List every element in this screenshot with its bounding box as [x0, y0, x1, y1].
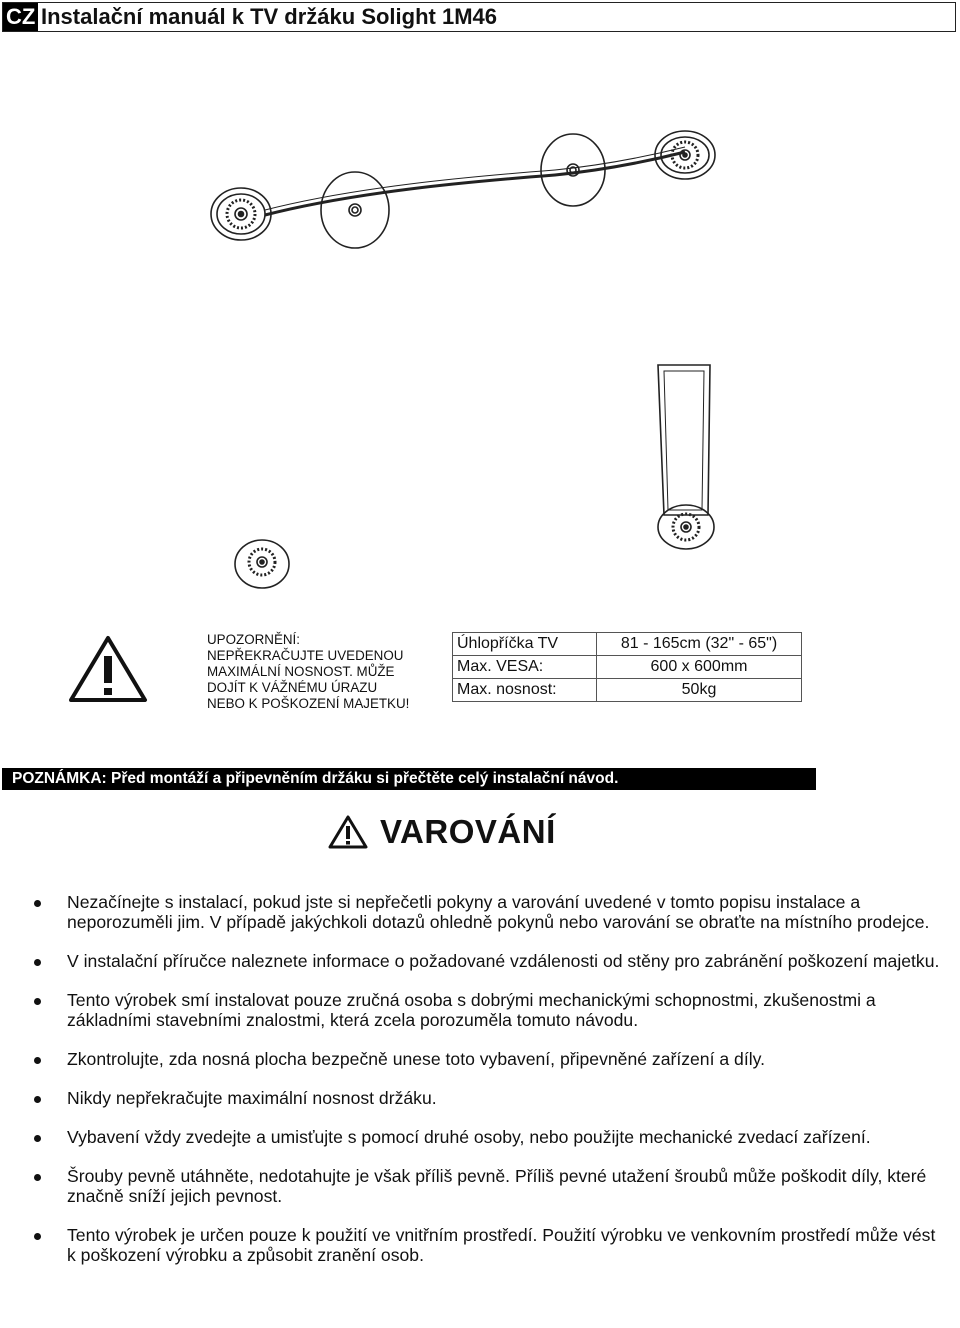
list-item-text: Tento výrobek je určen pouze k použití ve vnitřním prostředí. Použití výrobku ve venkovním prostředí může vést k poškození výrobku a způsobit zranění osob. [67, 1225, 936, 1265]
list-item [30, 1088, 945, 1108]
spec-label: Max. nosnost: [453, 679, 597, 702]
spec-row [453, 633, 802, 656]
bullet-icon [34, 1057, 41, 1064]
warning-list [30, 892, 945, 1265]
list-item [30, 1049, 945, 1069]
bullet-icon [34, 1233, 41, 1240]
warning-title: VAROVÁNÍ [380, 813, 556, 850]
list-item [30, 1127, 945, 1147]
list-item [30, 990, 945, 1030]
knob-illustration [232, 535, 294, 593]
wall-plate-illustration [205, 130, 725, 250]
warning-heading [328, 812, 556, 852]
spec-label: Úhlopříčka TV [453, 633, 597, 656]
list-item-text: Šrouby pevně utáhněte, nedotahujte je však příliš pevně. Příliš pevné utažení šroubů může poškodit díly, které značně sníží jejich pevnost. [67, 1166, 927, 1206]
spec-value: 50kg [597, 679, 802, 702]
warning-triangle-icon [68, 635, 148, 703]
list-item [30, 951, 945, 971]
tv-arm-illustration [650, 355, 730, 555]
spec-value: 81 - 165cm (32" - 65") [597, 633, 802, 656]
list-item [30, 1225, 945, 1265]
language-code: CZ [3, 3, 38, 31]
center-left-disc [321, 172, 389, 248]
list-item-text: V instalační příručce naleznete informace o požadované vzdálenosti od stěny pro zabránění poškození majetku. [67, 951, 940, 971]
bullet-icon [34, 900, 41, 907]
bullet-icon [34, 1135, 41, 1142]
list-item-text: Tento výrobek smí instalovat pouze zručná osoba s dobrými mechanickými schopnostmi, zkušenostmi a základními stavebními znalostmi, která zcela porozuměla tomuto návodu. [67, 990, 876, 1030]
spec-row [453, 679, 802, 702]
page-title: Instalační manuál k TV držáku Solight 1M46 [41, 4, 498, 29]
list-item [30, 1166, 945, 1206]
spec-table [452, 632, 802, 702]
bullet-icon [34, 1174, 41, 1181]
spec-label: Max. VESA: [453, 656, 597, 679]
capacity-warning-text: UPOZORNĚNÍ: NEPŘEKRAČUJTE UVEDENOU MAXIMÁLNÍ NOSNOST. MŮŽE DOJÍT K VÁŽNÉMU ÚRAZU NEBO K POŠKOZENÍ MAJETKU! [207, 632, 410, 711]
spec-value: 600 x 600mm [597, 656, 802, 679]
list-item-text: Nezačínejte s instalací, pokud jste si nepřečetli pokyny a varování uvedené v tomto popisu instalace a neporozuměli jim. V případě jakýchkoli dotazů ohledně pokynů nebo varování se obraťte na místního prodejce. [67, 892, 930, 932]
warning-triangle-icon [328, 815, 368, 849]
list-item-text: Vybavení vždy zvedejte a umisťujte s pomocí druhé osoby, nebo použijte mechanické zvedací zařízení. [67, 1127, 871, 1147]
right-disc [655, 131, 715, 179]
bullet-icon [34, 959, 41, 966]
note-bar: POZNÁMKA: Před montáží a připevněním držáku si přečtěte celý instalační návod. [2, 768, 816, 790]
list-item-text: Nikdy nepřekračujte maximální nosnost držáku. [67, 1088, 437, 1108]
list-item [30, 892, 945, 932]
list-item-text: Zkontrolujte, zda nosná plocha bezpečně unese toto vybavení, připevněné zařízení a díly. [67, 1049, 766, 1069]
page-header [2, 2, 956, 32]
left-disc [211, 188, 271, 240]
bullet-icon [34, 998, 41, 1005]
bullet-icon [34, 1096, 41, 1103]
spec-row [453, 656, 802, 679]
